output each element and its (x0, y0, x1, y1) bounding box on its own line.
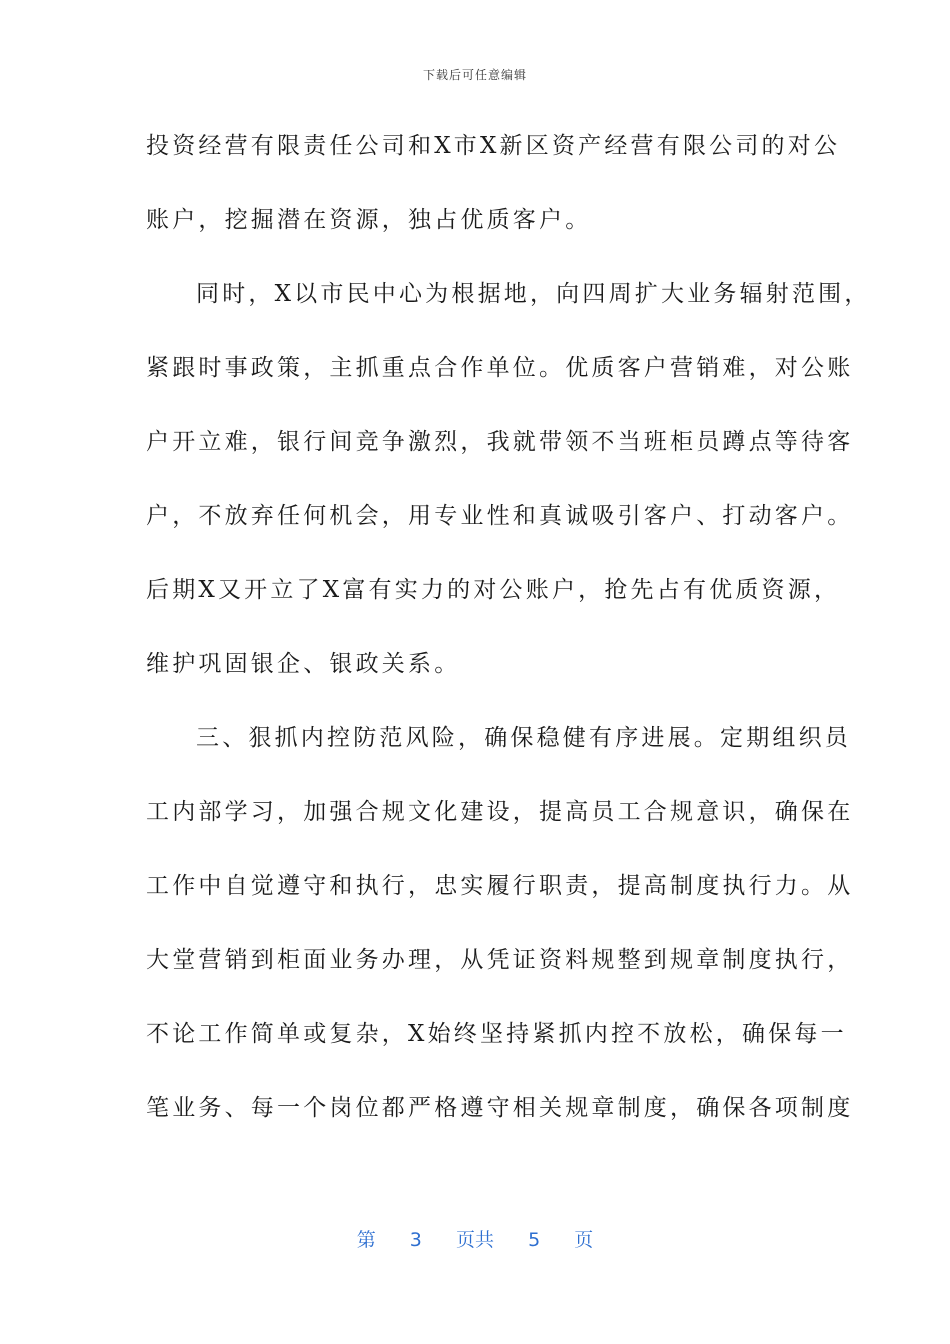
body-line: 紧跟时事政策，主抓重点合作单位。优质客户营销难，对公账 (146, 355, 854, 381)
page-footer (0, 1225, 950, 1252)
body-line: 账户，挖掘潜在资源，独占优质客户。 (146, 207, 592, 233)
footer-suffix: 页 (574, 1229, 594, 1251)
body-line: 工内部学习，加强合规文化建设，提高员工合规意识，确保在 (146, 799, 854, 825)
body-line: 投资经营有限责任公司和X市X新区资产经营有限公司的对公 (146, 133, 841, 159)
paragraph-start-line: 三、狠抓内控防范风险，确保稳健有序进展。定期组织员 (196, 725, 851, 751)
body-line: 户，不放弃任何机会，用专业性和真诚吸引客户、打动客户。 (146, 503, 854, 529)
page-header (0, 66, 950, 83)
footer-page-number: 3 (409, 1229, 422, 1251)
footer-prefix: 第 (356, 1229, 376, 1251)
body-line: 后期X又开立了X富有实力的对公账户，抢先占有优质资源， (146, 577, 841, 603)
body-line: 维护巩固银企、银政关系。 (146, 651, 461, 677)
footer-total-pages: 5 (528, 1229, 541, 1251)
body-line: 不论工作简单或复杂，X始终坚持紧抓内控不放松，确保每一 (146, 1021, 847, 1047)
header-text: 下载后可任意编辑 (422, 68, 527, 82)
body-line: 大堂营销到柜面业务办理，从凭证资料规整到规章制度执行， (146, 947, 854, 973)
body-line: 笔业务、每一个岗位都严格遵守相关规章制度，确保各项制度 (146, 1095, 854, 1121)
footer-middle: 页共 (455, 1229, 494, 1251)
paragraph-start-line: 同时，X以市民中心为根据地，向四周扩大业务辐射范围， (196, 281, 871, 307)
body-line: 工作中自觉遵守和执行，忠实履行职责，提高制度执行力。从 (146, 873, 854, 899)
body-line: 户开立难，银行间竞争激烈，我就带领不当班柜员蹲点等待客 (146, 429, 854, 455)
document-body (146, 124, 871, 1160)
